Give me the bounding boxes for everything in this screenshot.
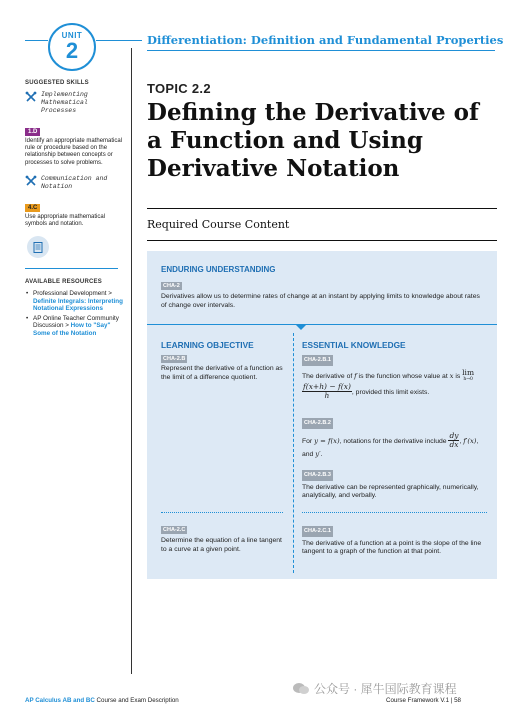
sidebar-rule	[25, 268, 118, 269]
unit-label: UNIT	[61, 31, 83, 40]
ek-code: CHA-2.B.3	[302, 470, 333, 481]
derivative-fraction	[448, 432, 459, 450]
enduring-code: CHA-2	[163, 283, 180, 289]
unit-number: 2	[65, 38, 79, 63]
topic-label: TOPIC 2.2	[147, 81, 211, 96]
unit-title: Differentiation: Definition and Fundamental Properties	[147, 33, 504, 47]
enduring-text: Derivatives allow us to determine rates of change at an instant by applying limits to knowledge about rates of change over intervals.	[161, 293, 480, 309]
list-item	[25, 315, 125, 338]
resources-heading: AVAILABLE RESOURCES	[25, 279, 102, 286]
title-rule	[147, 208, 497, 209]
lo-text: Determine the equation of a line tangent to a curve at a given point.	[161, 537, 282, 553]
ek-text: The derivative can be represented graphically, numerically, analytically, and verbally.	[302, 483, 479, 500]
crossed-tools-icon	[25, 175, 37, 187]
ek-math: f	[354, 371, 357, 380]
section-rule	[147, 240, 497, 241]
lim-sub: h→0	[463, 376, 473, 382]
frac-denominator: h	[324, 391, 330, 401]
ek-code: CHA-2.C.1	[302, 526, 333, 537]
skill-code-badge: 1.D	[25, 128, 40, 136]
ek-heading: ESSENTIAL KNOWLEDGE	[302, 340, 406, 350]
ek-block	[302, 418, 487, 460]
lim-text: lim	[462, 367, 475, 377]
document-icon	[33, 242, 43, 253]
frac-denominator: dx	[449, 440, 459, 450]
wechat-icon	[292, 682, 310, 695]
watermark-text: 公众号 · 犀牛国际教育课程	[314, 682, 457, 696]
lo-text: Represent the derivative of a function as the limit of a difference quotient.	[161, 365, 283, 381]
resource-link[interactable]: How to "Say" Some of the Notation	[33, 322, 111, 337]
ek-text-part: , and	[302, 437, 479, 459]
difference-quotient	[302, 383, 352, 401]
ek-block	[302, 355, 487, 401]
page-title: Defining the Derivative of a Function and Using Derivative Notation	[147, 99, 479, 182]
ek-code: CHA-2.B.1	[302, 355, 333, 366]
column-divider	[293, 333, 294, 573]
ek-text-part: The derivative of	[302, 372, 355, 380]
unit-badge	[48, 23, 96, 71]
ek-math: x	[449, 371, 454, 380]
enduring-heading: ENDURING UNDERSTANDING	[161, 265, 276, 274]
ek-text-part: is	[453, 372, 463, 380]
ek-text-part: is the function whose value at	[356, 372, 450, 380]
skill-name: Communication and Notation	[41, 174, 108, 190]
resource-prefix: Professional Development >	[33, 290, 112, 298]
ek-text-part: , notations for the derivative include	[339, 437, 449, 445]
row-divider	[302, 512, 487, 513]
ek-text-part: , provided this limit exists.	[351, 388, 430, 396]
content-box	[147, 251, 497, 579]
header-rule-left	[25, 40, 48, 41]
skill-item	[25, 91, 125, 115]
list-item	[25, 290, 125, 313]
ek-text: For y = f(x), notations for the derivative include $\frac{dy}{dx}$ , f′(x), and y′.	[302, 430, 479, 459]
sidebar	[25, 80, 125, 339]
divider-notch	[295, 324, 307, 330]
header-underline	[147, 50, 495, 51]
lo-code: CHA-2.C	[163, 527, 186, 533]
skill-name: Implementing Mathematical Processes	[41, 91, 88, 114]
row-divider	[161, 512, 283, 513]
frac-numerator: dy	[449, 430, 459, 440]
skills-heading: SUGGESTED SKILLS	[25, 80, 89, 86]
footer-left	[25, 697, 179, 704]
ek-block	[302, 470, 487, 501]
ek-text: The derivative of a function at a point is the slope of the line tangent to a graph of the function at that point.	[302, 539, 482, 556]
section-title: Required Course Content	[147, 218, 290, 231]
lo-code: CHA-2.B	[163, 356, 186, 362]
ek-math: y = f(x)	[314, 436, 340, 445]
footer-doc: Course and Exam Description	[96, 697, 179, 704]
ek-math: y′	[315, 450, 321, 459]
lo-heading: LEARNING OBJECTIVE	[161, 340, 254, 350]
skill-code-badge: 4.C	[25, 204, 40, 212]
box-divider	[147, 324, 497, 325]
crossed-tools-icon	[25, 91, 37, 103]
resources-list	[25, 290, 125, 337]
ek-code: CHA-2.B.2	[302, 418, 333, 429]
skill-description: Identify an appropriate mathematical rule or procedure based on the relationship between concepts or processes to solve problems.	[25, 138, 123, 166]
footer-page: Course Framework V.1 | 58	[386, 697, 461, 704]
frac-numerator: f(x+h) − f(x)	[303, 381, 351, 391]
limit-expression	[462, 369, 474, 383]
resource-link[interactable]: Definite Integrals: Interpreting Notational Expressions	[33, 297, 123, 313]
ek-block	[302, 526, 487, 557]
watermark	[292, 680, 457, 697]
header-rule-mid	[96, 40, 142, 41]
skill-description: Use appropriate mathematical symbols and notation.	[25, 213, 106, 228]
resource-prefix: AP Online Teacher Community Discussion >	[33, 314, 119, 330]
sidebar-divider	[131, 48, 132, 674]
skill-item	[25, 175, 125, 191]
ek-text-part: .	[320, 451, 323, 459]
footer-course: AP Calculus AB and BC	[25, 697, 95, 704]
document-button[interactable]	[27, 236, 49, 258]
ek-text	[302, 369, 487, 401]
ek-text-part: For	[302, 437, 315, 445]
ek-math: f′(x)	[463, 436, 477, 445]
